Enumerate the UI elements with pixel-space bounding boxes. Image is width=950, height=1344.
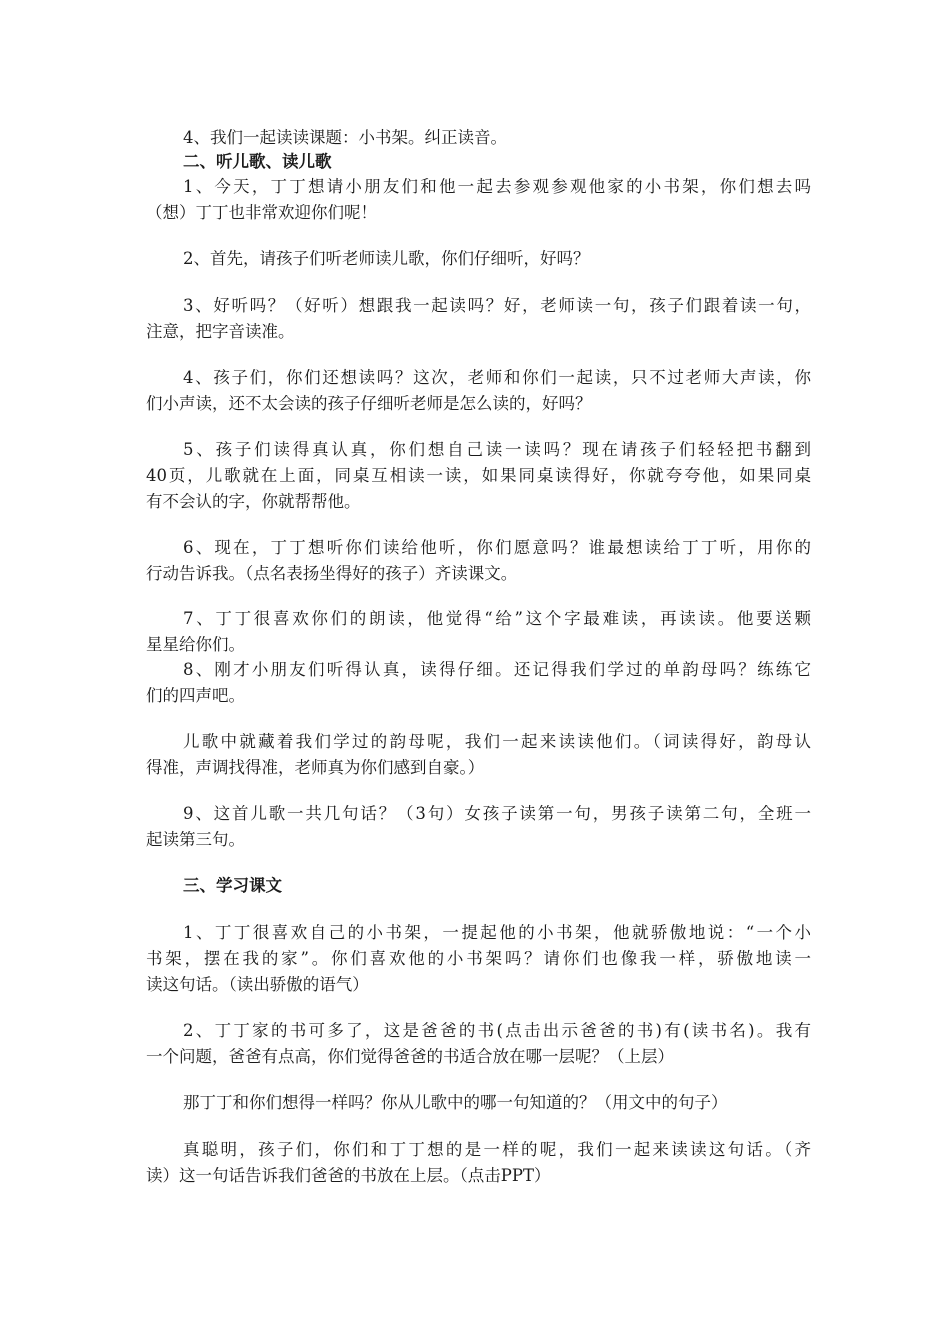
paragraph-line: 2、丁丁家的书可多了，这是爸爸的书(点击出示爸爸的书)有(读书名)。我有 [183,1021,811,1040]
paragraph-line: 8、刚才小朋友们听得认真，读得仔细。还记得我们学过的单韵母吗？练练它 [183,660,811,679]
paragraph-line: 4、孩子们，你们还想读吗？这次，老师和你们一起读，只不过老师大声读，你 [183,368,811,387]
paragraph-line: 5、孩子们读得真认真，你们想自己读一读吗？现在请孩子们轻轻把书翻到 [183,440,811,459]
paragraph-line: 3、好听吗？（好听）想跟我一起读吗？好，老师读一句，孩子们跟着读一句， [183,296,811,315]
paragraph-line: 40页，儿歌就在上面，同桌互相读一读，如果同桌读得好，你就夸夸他，如果同桌 [146,466,811,485]
section-heading-listen-read: 二、听儿歌、读儿歌 [183,152,332,171]
paragraph-line: 们的四声吧。 [146,686,245,705]
paragraph-line: 得准，声调找得准，老师真为你们感到自豪。） [146,758,485,777]
paragraph-line: 4、我们一起读读课题：小书架。纠正读音。 [183,128,507,147]
paragraph-line: 那丁丁和你们想得一样吗？你从儿歌中的哪一句知道的？（用文中的句子） [183,1093,728,1112]
paragraph-line: 注意，把字音读准。 [146,322,295,341]
paragraph-line: 书架，摆在我的家”。你们喜欢他的小书架吗？请你们也像我一样，骄傲地读一 [146,949,811,968]
paragraph-line: 7、丁丁很喜欢你们的朗读，他觉得“给”这个字最难读，再读读。他要送颗 [183,609,811,628]
paragraph-line: （想）丁丁也非常欢迎你们呢！ [146,203,377,222]
paragraph-line: 6、现在，丁丁想听你们读给他听，你们愿意吗？谁最想读给丁丁听，用你的 [183,538,811,557]
paragraph-line: 读这句话。（读出骄傲的语气） [146,975,369,994]
paragraph-line: 们小声读，还不太会读的孩子仔细听老师是怎么读的，好吗？ [146,394,592,413]
paragraph-line: 真聪明，孩子们，你们和丁丁想的是一样的呢，我们一起来读读这句话。（齐 [183,1140,811,1159]
section-heading-learn-text: 三、学习课文 [183,876,282,895]
paragraph-line: 有不会认的字，你就帮帮他。 [146,492,361,511]
paragraph-line: 读）这一句话告诉我们爸爸的书放在上层。（点击PPT） [146,1166,551,1185]
paragraph-line: 星星给你们。 [146,635,245,654]
paragraph-line: 儿歌中就藏着我们学过的韵母呢，我们一起来读读他们。（词读得好，韵母认 [183,732,811,751]
paragraph-line: 行动告诉我。（点名表扬坐得好的孩子）齐读课文。 [146,564,518,583]
paragraph-line: 起读第三句。 [146,830,245,849]
paragraph-line: 1、今天，丁丁想请小朋友们和他一起去参观参观他家的小书架，你们想去吗 [183,177,811,196]
paragraph-line: 9、这首儿歌一共几句话？（3句）女孩子读第一句，男孩子读第二句，全班一 [183,804,811,823]
paragraph-line: 1、丁丁很喜欢自己的小书架，一提起他的小书架，他就骄傲地说：“一个小 [183,923,811,942]
paragraph-line: 一个问题，爸爸有点高，你们觉得爸爸的书适合放在哪一层呢？（上层） [146,1047,674,1066]
paragraph-line: 2、首先，请孩子们听老师读儿歌，你们仔细听，好吗？ [183,249,590,268]
